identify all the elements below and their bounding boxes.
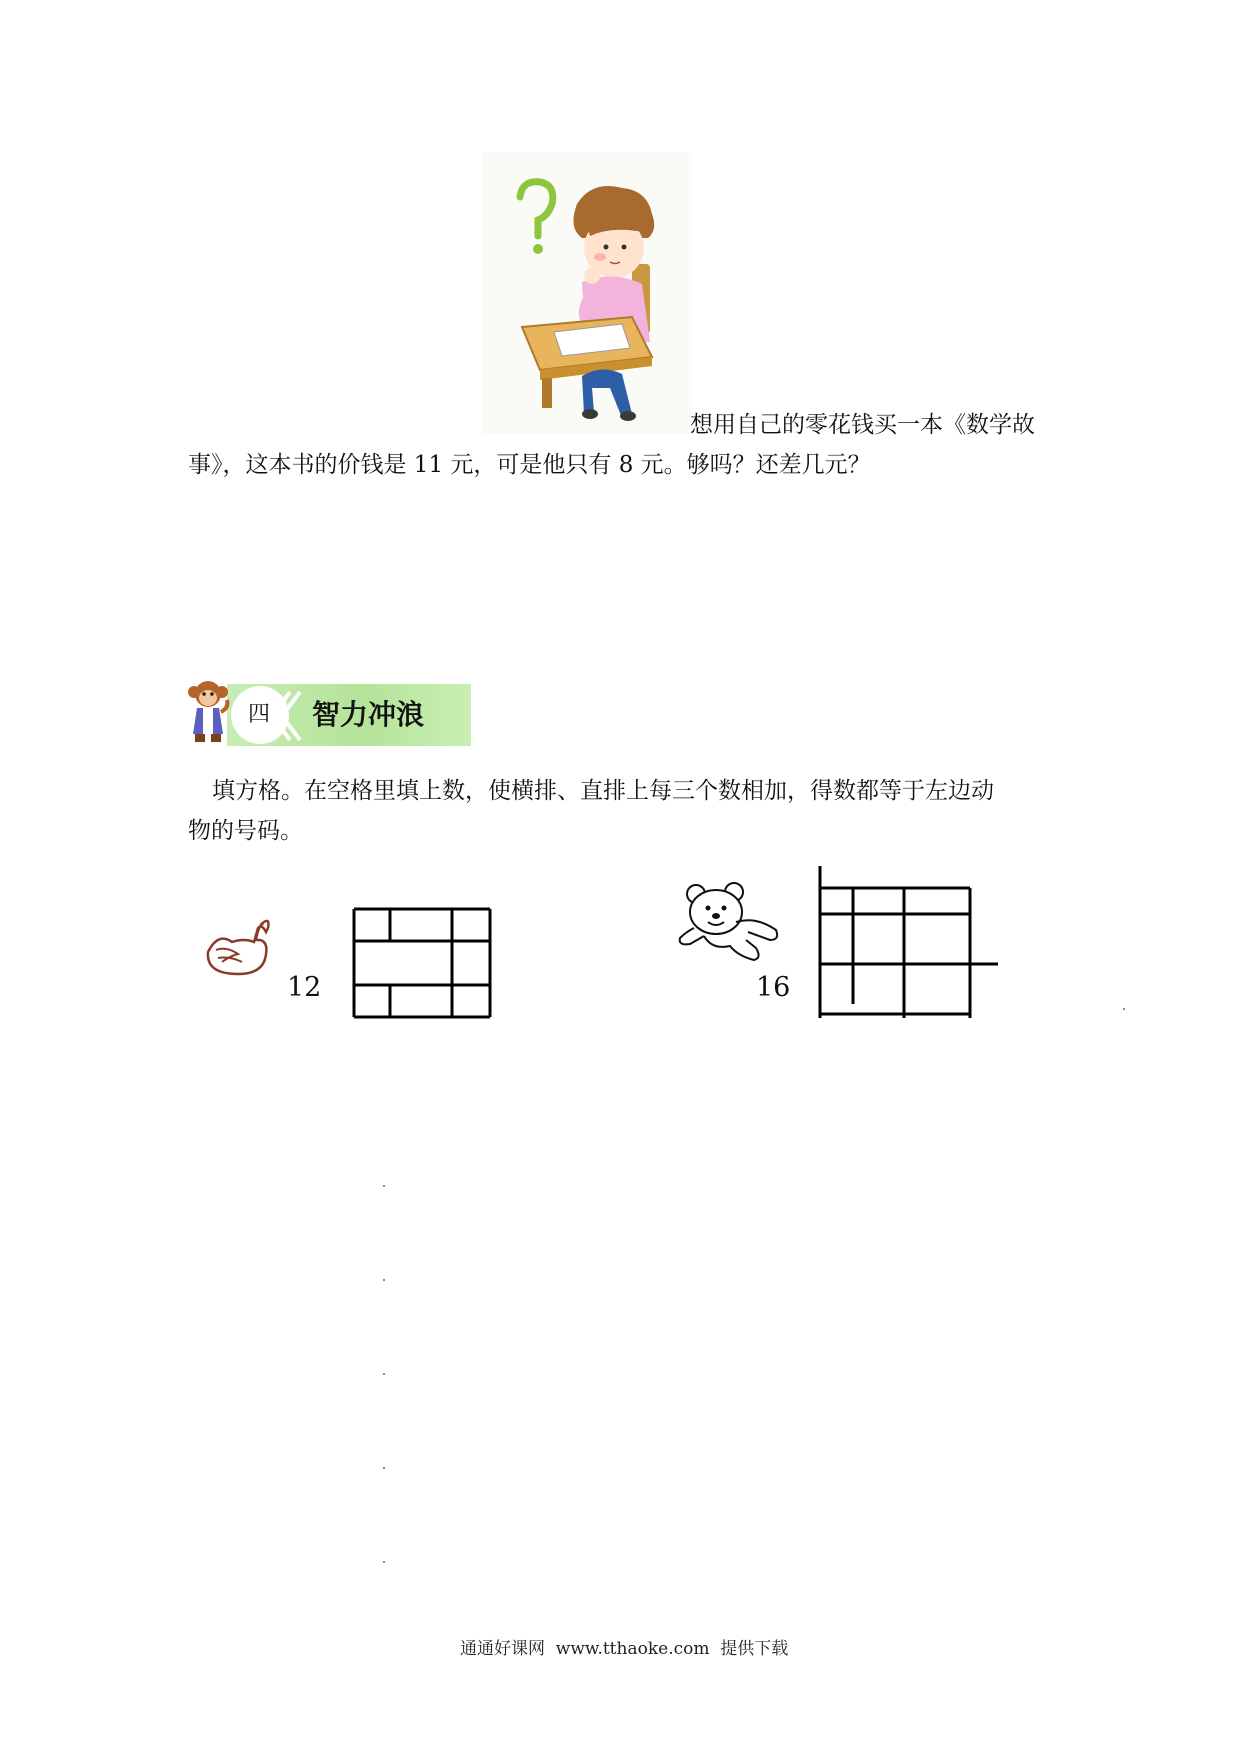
footer-credit: 通通好课网 www.tthaoke.com 提供下载	[460, 1639, 789, 1659]
monkey-mascot-icon	[185, 676, 231, 746]
scan-dot	[383, 1185, 385, 1187]
bear-icon	[676, 880, 784, 972]
bear-grid	[818, 864, 1000, 1020]
problem4-line1: 填方格。在空格里填上数，使横排、直排上每三个数相加，得数都等于左边动	[212, 778, 994, 804]
thinking-boy-illustration	[482, 152, 692, 434]
section-number: 四	[248, 702, 271, 727]
section-title: 智力冲浪	[312, 698, 425, 731]
scan-dot	[383, 1279, 385, 1281]
scan-dot	[1123, 1008, 1125, 1010]
problem3-line2: 事》，这本书的价钱是 11 元，可是他只有 8 元。够吗？还差几元？	[188, 452, 871, 478]
problem3-line1: 想用自己的零花钱买一本《数学故	[690, 412, 1035, 438]
scan-dot	[383, 1467, 385, 1469]
scan-dot	[383, 1561, 385, 1563]
swan-number: 12	[287, 972, 322, 1003]
swan-grid	[352, 907, 492, 1019]
scan-dot	[383, 1373, 385, 1375]
problem4-line2: 物的号码。	[188, 818, 303, 844]
bear-number: 16	[756, 972, 791, 1003]
swan-icon	[198, 912, 276, 980]
